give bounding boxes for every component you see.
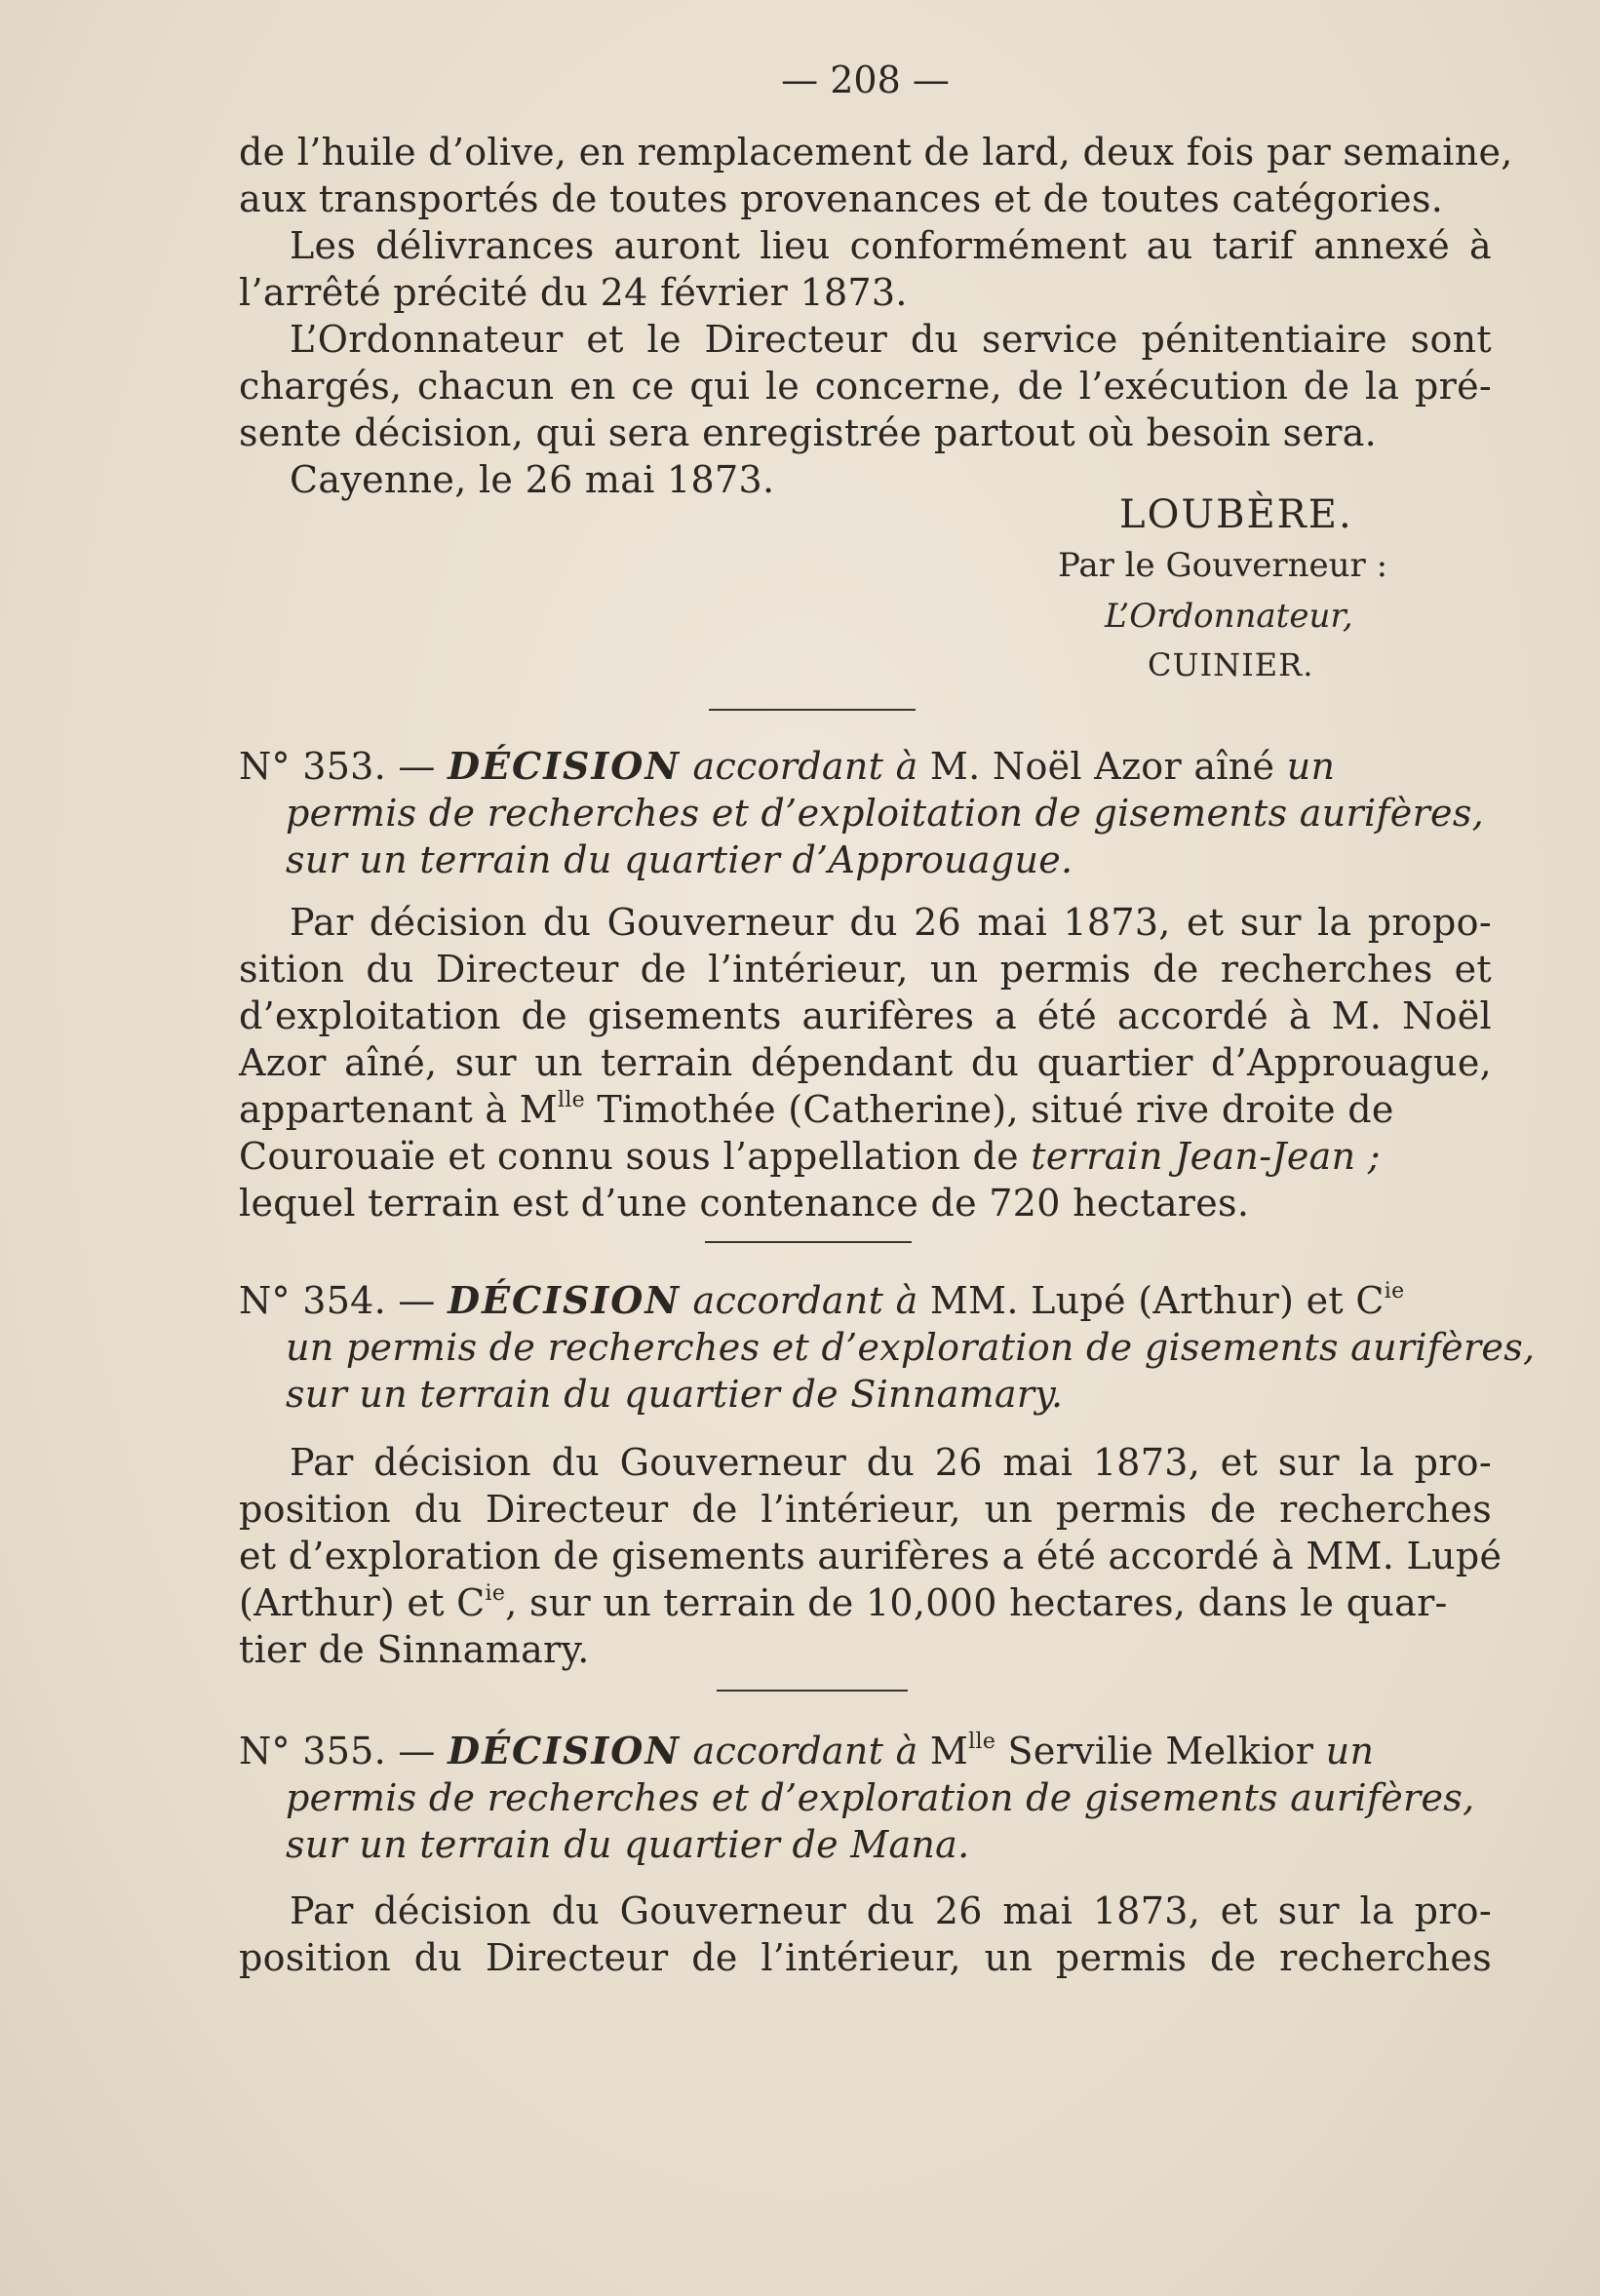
superscript: ie	[485, 1581, 506, 1606]
decision-recipient: MM. Lupé (Arthur) et C	[929, 1279, 1385, 1322]
italic-term: terrain Jean-Jean ;	[1031, 1135, 1381, 1178]
body-line: Azor aîné, sur un terrain dépendant du quartier d’Approuague,	[239, 1041, 1492, 1084]
body-line: tier de Sinnamary.	[239, 1628, 590, 1671]
superscript: lle	[557, 1088, 585, 1112]
decision-recipient: Servilie Melkior	[995, 1730, 1314, 1772]
by-governor-label: Par le Gouverneur :	[1058, 546, 1388, 585]
body-line: L’Ordonnateur et le Directeur du service pénitentiaire sont	[290, 318, 1492, 361]
body-line: Les délivrances auront lieu conformément au tarif annexé à	[290, 224, 1492, 267]
decision-heading-text: permis de recherches et d’exploitation de gisements aurifères,	[286, 792, 1485, 835]
body-line: position du Directeur de l’intérieur, un permis de recherches	[239, 1936, 1492, 1979]
body-text: Courouaïe et connu sous l’appellation de	[239, 1135, 1032, 1178]
body-line: et d’exploration de gisements aurifères a été accordé à MM. Lupé	[239, 1535, 1502, 1577]
place-date: Cayenne, le 26 mai 1873.	[290, 458, 775, 501]
body-line: aux transportés de toutes provenances et de toutes catégories.	[239, 177, 1444, 220]
body-line: lequel terrain est d’une contenance de 720 hectares.	[239, 1182, 1250, 1225]
decision-keyword: DÉCISION	[448, 1729, 682, 1772]
decision-353-heading-line	[239, 743, 1492, 790]
decision-heading-text: un permis de recherches et d’exploration de gisements aurifères,	[286, 1326, 1536, 1369]
decision-heading-text: permis de recherches et d’exploration de gisements aurifères,	[286, 1776, 1475, 1819]
decision-heading-text: accordant à	[692, 1730, 918, 1772]
section-divider	[709, 709, 916, 711]
section-divider	[705, 1241, 912, 1243]
decision-number: N° 355. —	[239, 1730, 436, 1772]
decision-keyword: DÉCISION	[448, 744, 682, 788]
decision-heading-text: accordant à	[692, 745, 918, 788]
body-line: sente décision, qui sera enregistrée partout où besoin sera.	[239, 411, 1378, 454]
body-line	[239, 1579, 1492, 1626]
decision-heading-text: accordant à	[692, 1279, 918, 1322]
superscript: lle	[968, 1730, 996, 1754]
decision-355-heading-line	[239, 1728, 1492, 1774]
body-line: d’exploitation de gisements aurifères a été accordé à M. Noël	[239, 994, 1492, 1037]
body-line: Par décision du Gouverneur du 26 mai 1873, et sur la pro-	[290, 1441, 1492, 1484]
ordonnateur-title: L’Ordonnateur,	[1105, 597, 1353, 636]
decision-heading-text: un	[1286, 745, 1336, 788]
body-text: (Arthur) et C	[239, 1581, 486, 1624]
decision-number: N° 353. —	[239, 745, 436, 788]
body-line: chargés, chacun en ce qui le concerne, de l’exécution de la pré-	[239, 365, 1492, 408]
body-text: Timothée (Catherine), situé rive droite de	[584, 1088, 1394, 1131]
body-line	[239, 1133, 1492, 1180]
decision-recipient: M	[929, 1730, 969, 1772]
signatory-name: LOUBÈRE.	[1119, 492, 1353, 537]
body-line: de l’huile d’olive, en remplacement de lard, deux fois par semaine,	[239, 131, 1513, 174]
body-line: Par décision du Gouverneur du 26 mai 1873, et sur la propo-	[290, 901, 1492, 944]
body-line: l’arrêté précité du 24 février 1873.	[239, 271, 908, 314]
decision-354-heading-line	[239, 1277, 1492, 1324]
ordonnateur-name: CUINIER.	[1148, 646, 1314, 683]
body-text: , sur un terrain de 10,000 hectares, dans le quar-	[505, 1581, 1448, 1624]
body-line	[239, 1086, 1492, 1133]
body-line: sition du Directeur de l’intérieur, un permis de recherches et	[239, 948, 1492, 991]
decision-heading-text: sur un terrain du quartier de Mana.	[286, 1823, 970, 1866]
body-line: Par décision du Gouverneur du 26 mai 1873, et sur la pro-	[290, 1889, 1492, 1932]
decision-heading-text: sur un terrain du quartier d’Approuague.	[286, 838, 1073, 881]
body-text: appartenant à M	[239, 1088, 558, 1131]
decision-number: N° 354. —	[239, 1279, 436, 1322]
superscript: ie	[1384, 1279, 1405, 1304]
decision-heading-text: sur un terrain du quartier de Sinnamary.	[286, 1373, 1064, 1416]
decision-keyword: DÉCISION	[448, 1278, 682, 1322]
body-line: position du Directeur de l’intérieur, un permis de recherches	[239, 1488, 1492, 1531]
page-number: — 208 —	[781, 58, 950, 101]
section-divider	[717, 1690, 908, 1692]
decision-heading-text: un	[1325, 1730, 1375, 1772]
decision-recipient: M. Noël Azor aîné	[929, 745, 1275, 788]
